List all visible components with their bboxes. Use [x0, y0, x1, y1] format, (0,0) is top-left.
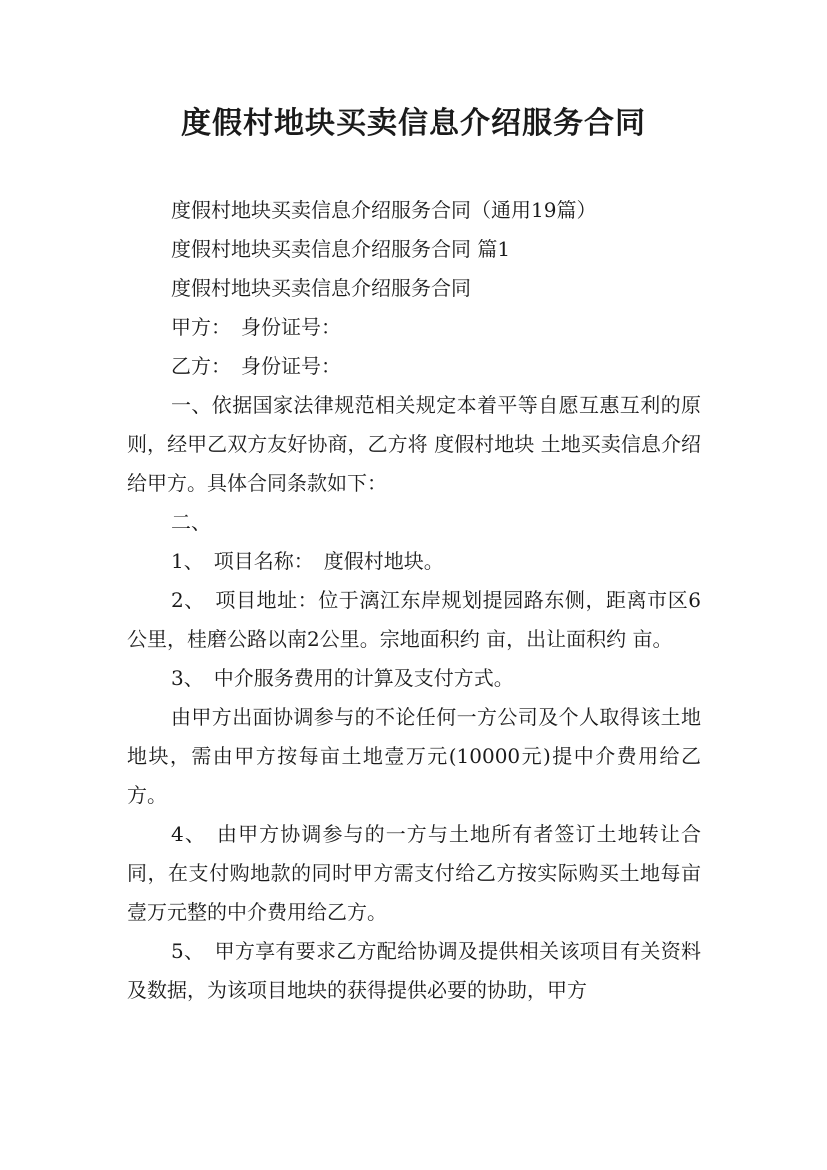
paragraph-item-2: 2、 项目地址：位于漓江东岸规划提园路东侧，距离市区6公里，桂磨公路以南2公里。宗地面积约 亩，出让面积约 亩。 — [127, 588, 701, 651]
paragraph-party-a: 甲方： 身份证号： — [171, 315, 341, 339]
document-body — [127, 191, 701, 1010]
paragraph-party-b: 乙方： 身份证号： — [171, 354, 341, 378]
paragraph-section-heading: 度假村地块买卖信息介绍服务合同 篇1 — [171, 237, 511, 261]
paragraph-item-1: 1、 项目名称： 度假村地块。 — [171, 549, 444, 573]
paragraph-contract-name: 度假村地块买卖信息介绍服务合同 — [171, 276, 471, 300]
paragraph-item-4: 4、 由甲方协调参与的一方与土地所有者签订土地转让合同，在支付购地款的同时甲方需支付给乙方按实际购买土地每亩壹万元整的中介费用给乙方。 — [127, 822, 701, 924]
paragraph-subtitle: 度假村地块买卖信息介绍服务合同（通用19篇） — [171, 198, 597, 222]
paragraph-item-3: 3、 中介服务费用的计算及支付方式。 — [171, 666, 514, 690]
paragraph-fee-text: 由甲方出面协调参与的不论任何一方公司及个人取得该土地地块，需由甲方按每亩土地壹万元(10000元)提中介费用给乙方。 — [127, 705, 701, 807]
document-title: 度假村地块买卖信息介绍服务合同 — [181, 106, 646, 141]
paragraph-item-5: 5、 甲方享有要求乙方配给协调及提供相关该项目有关资料及数据，为该项目地块的获得提供必要的协助，甲方 — [127, 939, 701, 1002]
paragraph-clause-2: 二、 — [171, 510, 211, 534]
paragraph-clause-1: 一、依据国家法律规范相关规定本着平等自愿互惠互利的原则，经甲乙双方友好协商，乙方将 度假村地块 土地买卖信息介绍给甲方。具体合同条款如下： — [127, 393, 701, 495]
